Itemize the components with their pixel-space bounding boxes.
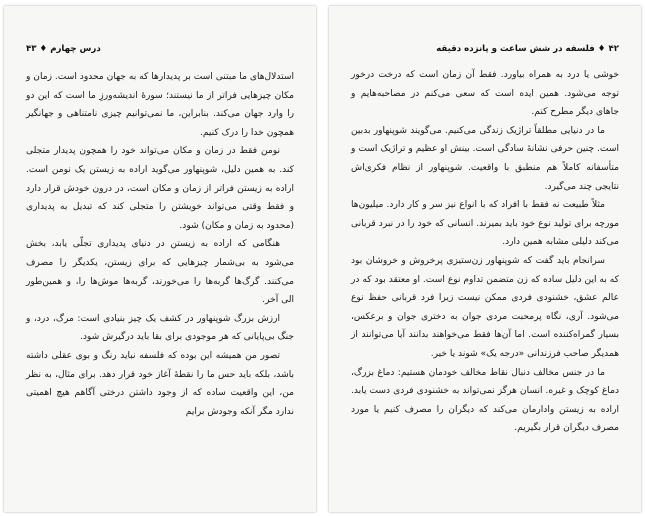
paragraph: سرانجام باید گفت که شوپنهاور زن‌ستیزی پرخروش و خروشان بود که به این دلیل ساده که زن متضمن تداوم نوع است. او معتقد بود که در عالم عشق، خشنودی فردی ممکن نیست زیرا فرد قربانی حفظ نوع می‌شود. آری، نگاه پرمحبت مردی جوان به دختری جوان و برعکس، بسیار گمراه‌کننده است. اما آن‌ها فقط می‌خواهند بدانند آیا می‌توانند از همدیگر صاحب فرزندانی «درجه یک» شوند یا خیر. bbox=[351, 255, 619, 359]
left-page-body bbox=[26, 68, 294, 421]
right-page bbox=[329, 6, 641, 512]
paragraph: مثلاً طبیعت نه فقط با افراد که با انواع نیز سر و کار دارد. میلیون‌ها مورچه برای تولید نوع خود باید بمیرند. انسانی که خود را در نبرد قربانی می‌کند دلیلی مشابه همین دارد. bbox=[351, 200, 619, 248]
page-header-left: درس چهارم ♦ ۴۳ bbox=[26, 44, 101, 54]
paragraph: ما در دنیایی مطلقاً تراژیک زندگی می‌کنیم. می‌گویند شوپنهاور بدبین است. چنین حرفی نشانهٔ سادگی است. بینش او عظیم و تراژیک است و متأسفانه کاملاً هم منطبق با واقعیت. شوپنهاور از نظام فکری‌اش نتایجی چند می‌گیرد. bbox=[351, 125, 619, 192]
paragraph: نومن فقط در زمان و مکان می‌تواند خود را همچون پدیدار متجلی کند. به همین دلیل، شوپنهاور می‌گوید اراده به زیستن یک نومن است. اراده به زیستن فراتر از زمان و مکان است، در درون خودش قرار دارد و فقط وقتی می‌تواند خویشتن را متجلی کند که تبدیل به پدیداری (محدود به زمان و مکان) شود. bbox=[26, 146, 294, 231]
paragraph: تصور من همیشه این بوده که فلسفه نباید رنگ و بوی عقلی داشته باشد، بلکه باید حس ما را نقطهٔ آغاز خود قرار دهد. برای مثال، به نظر من، این واقعیت ساده که از وجود داشتن درختی آگاهم هیچ اهمیتی ندارد مگر آنکه وجودش برایم bbox=[26, 350, 294, 417]
left-page bbox=[4, 6, 316, 512]
book-gutter bbox=[318, 0, 327, 516]
right-page-body bbox=[351, 66, 619, 438]
paragraph: ما در جنس مخالف دنبال نقاط مخالف خودمان هستیم: دماغ بزرگ، دماغ کوچک و غیره. انسان هرگز نمی‌تواند به خشنودی فردی دست یابد. اراده به زیستن وادارمان می‌کند که دیگران را مصرف کنیم یا مورد مصرف دیگران قرار بگیریم. bbox=[351, 367, 619, 434]
paragraph: خوشی یا درد به همراه بیاورد. فقط آن زمان است که درخت درخور توجه می‌شود. همین ایده است که سعی می‌کنم در مصاحبه‌هایم و جاهای دیگر مطرح کنم. bbox=[351, 70, 619, 118]
paragraph: ارزش بزرگ شوپنهاور در کشف یک چیز بنیادی است: مرگ، درد، و جنگ بی‌پایانی که هر موجودی برای بقا باید درگیرش شود. bbox=[26, 313, 294, 343]
paragraph: استدلال‌های ما مبتنی است بر پدیدارها که به جهان محدود است. زمان و مکان چیزهایی فراتر از ما نیستند؛ سورهٔ اندیشه‌ورزِ ما است که این دو را وارد جهان می‌کند. بنابراین، ما نمی‌توانیم چیزی نامتناهی و جهانگیر همچون خدا را درک کنیم. bbox=[26, 72, 294, 138]
paragraph: هنگامی که اراده به زیستن در دنیای پدیداری تجلّی یابد، بخش می‌شود به بی‌شمار چیزهایی که برای زیستن، یکدیگر را مصرف می‌کنند. گرگ‌ها گربه‌ها را می‌خورند، گربه‌ها موش‌ها را، و همین‌طور الی آخر. bbox=[26, 239, 294, 306]
page-header-right: ۴۲ ♦ فلسفه در شش ساعت و پانزده دقیقه bbox=[436, 44, 619, 54]
